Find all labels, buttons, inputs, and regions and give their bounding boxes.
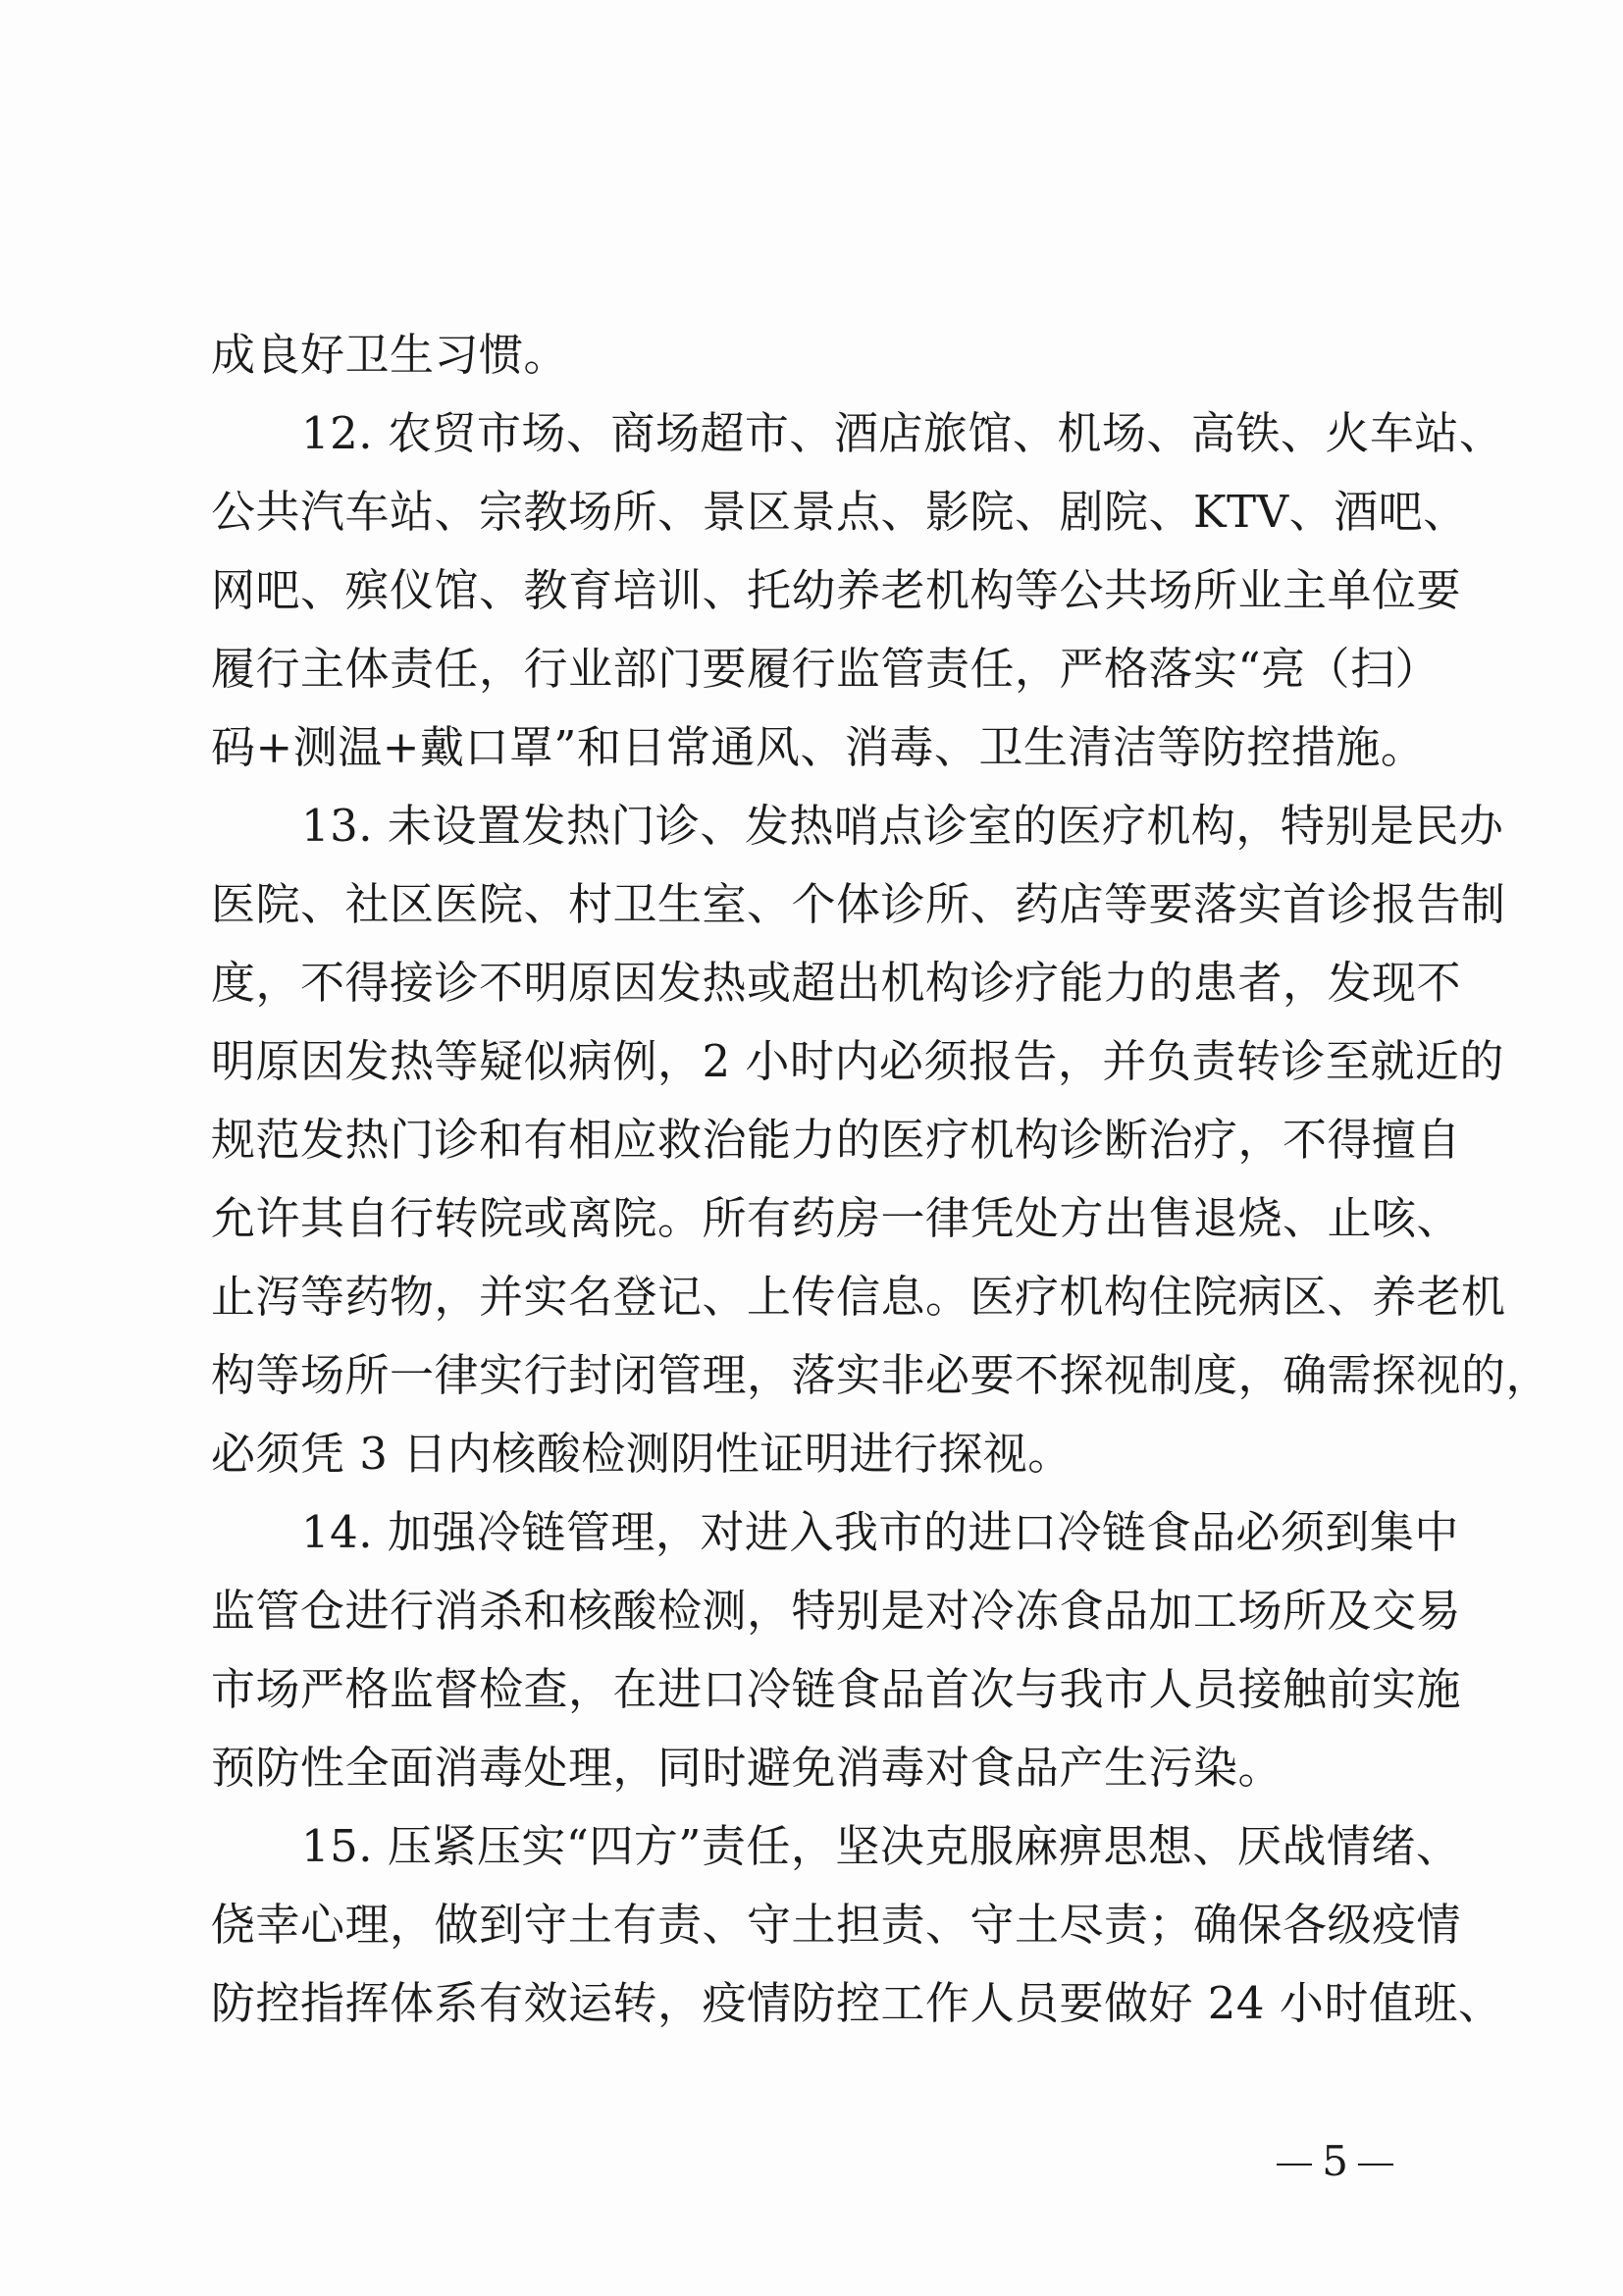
text-line: 履行主体责任，行业部门要履行监管责任，严格落实“亮（扫） xyxy=(211,643,1440,695)
page-number-dash-right xyxy=(1358,2164,1393,2166)
page-number-value: 5 xyxy=(1322,2137,1348,2185)
text-line: 预防性全面消毒处理，同时避免消毒对食品产生污染。 xyxy=(211,1742,1283,1794)
paragraph-13-start: 13. 未设置发热门诊、发热哨点诊室的医疗机构，特别是民办 xyxy=(301,800,1504,852)
text-line: 止泻等药物，并实名登记、上传信息。医疗机构住院病区、养老机 xyxy=(211,1271,1506,1323)
text-line: 度，不得接诊不明原因发热或超出机构诊疗能力的患者，发现不 xyxy=(211,957,1462,1009)
text-line: 防控指挥体系有效运转，疫情防控工作人员要做好 24 小时值班、 xyxy=(211,1977,1503,2029)
paragraph-12-start: 12. 农贸市场、商场超市、酒店旅馆、机场、高铁、火车站、 xyxy=(301,407,1504,459)
text-line: 码+测温+戴口罩”和日常通风、消毒、卫生清洁等防控措施。 xyxy=(211,721,1426,773)
text-line: 成良好卫生习惯。 xyxy=(211,329,569,381)
document-body xyxy=(211,316,1551,2043)
page-number-dash-left xyxy=(1277,2164,1312,2166)
text-line: 网吧、殡仪馆、教育培训、托幼养老机构等公共场所业主单位要 xyxy=(211,564,1462,616)
text-line: 侥幸心理，做到守土有责、守土担责、守土尽责；确保各级疫情 xyxy=(211,1899,1462,1951)
text-line: 规范发热门诊和有相应救治能力的医疗机构诊断治疗，不得擅自 xyxy=(211,1114,1462,1166)
paragraph-15-start: 15. 压紧压实“四方”责任，坚决克服麻痹思想、厌战情绪、 xyxy=(301,1820,1461,1872)
text-line: 监管仓进行消杀和核酸检测，特别是对冷冻食品加工场所及交易 xyxy=(211,1585,1462,1637)
text-line: 明原因发热等疑似病例，2 小时内必须报告，并负责转诊至就近的 xyxy=(211,1035,1504,1087)
text-line: 市场严格监督检查，在进口冷链食品首次与我市人员接触前实施 xyxy=(211,1663,1462,1715)
page-number xyxy=(1266,2137,1393,2186)
text-line: 允许其自行转院或离院。所有药房一律凭处方出售退烧、止咳、 xyxy=(211,1192,1462,1244)
paragraph-14-start: 14. 加强冷链管理，对进入我市的进口冷链食品必须到集中 xyxy=(301,1506,1459,1558)
text-line: 公共汽车站、宗教场所、景区景点、影院、剧院、KTV、酒吧、 xyxy=(211,486,1468,538)
text-line: 必须凭 3 日内核酸检测阴性证明进行探视。 xyxy=(211,1428,1073,1480)
text-line: 医院、社区医院、村卫生室、个体诊所、药店等要落实首诊报告制 xyxy=(211,878,1506,930)
text-line: 构等场所一律实行封闭管理，落实非必要不探视制度，确需探视的， xyxy=(211,1349,1551,1401)
